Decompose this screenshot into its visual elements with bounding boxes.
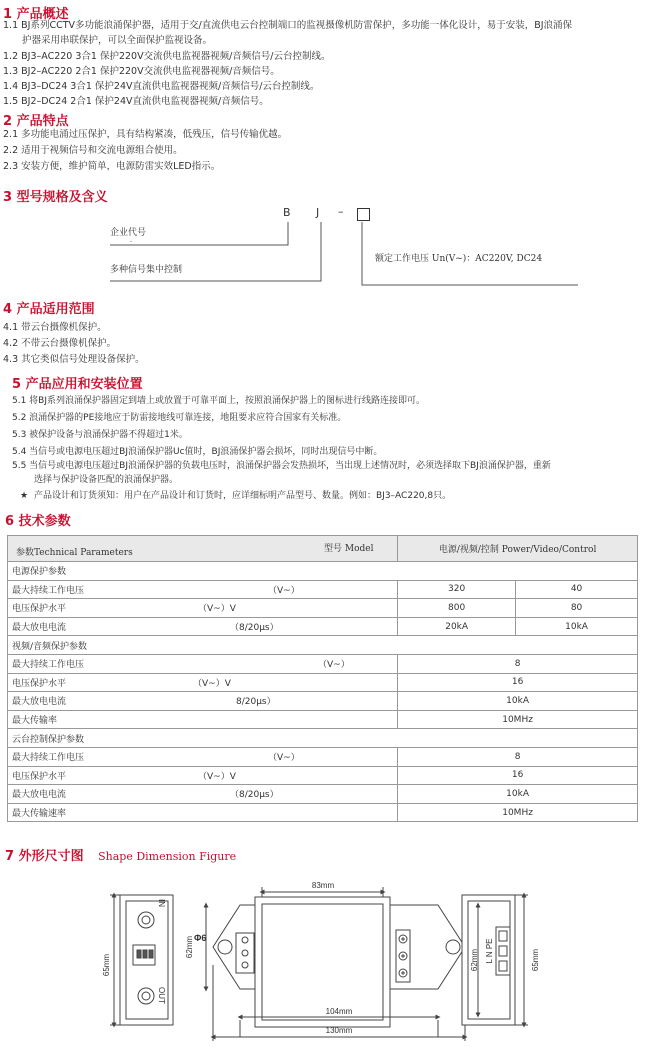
s5-line-2: 5.2 浪涌保护器的PE接地应于防雷接地线可靠连接，地阻要求应符合国家有关标准。	[12, 413, 347, 423]
s1-line-2: 护器采用串联保护，可以全面保护监视设备。	[22, 35, 213, 46]
table-group-row	[8, 562, 638, 581]
section-3-title: 3 型号规格及含义	[3, 190, 108, 205]
port-in-label: IN	[157, 899, 166, 907]
s1-line-5: 1.4 BJ3–DC24 3合1 保护24V直流供电监视器视频/音频信号/云台控制线。	[3, 81, 320, 92]
code-label-company: 企业代号	[110, 228, 147, 238]
table-row	[8, 766, 638, 785]
row-value: 16	[398, 766, 638, 785]
row-value: 10kA	[398, 692, 638, 711]
s2-line-2: 2.2 适用于视频信号和交流电源组合使用。	[3, 145, 183, 156]
dim-phi6: Φ6	[194, 933, 207, 943]
s5-line-3: 5.3 被保护设备与浪涌保护器不得超过1米。	[12, 430, 188, 440]
row-value: 10MHz	[398, 710, 638, 729]
section-4-title: 4 产品适用范围	[3, 302, 95, 317]
table-row	[8, 785, 638, 804]
side-view-left-body	[120, 895, 173, 1025]
table-header-left	[8, 536, 398, 562]
code-leader-lines	[0, 0, 650, 300]
row-unit: （8/20μs）	[230, 623, 279, 634]
s5-line-1: 5.1 将BJ系列浪涌保护器固定到墙上或放置于可靠平面上，按照浪涌保护器上的图标进行线路连接即可。	[12, 396, 426, 406]
row-value: 8	[398, 654, 638, 673]
port-out-label: OUT	[157, 987, 166, 1004]
dim-104mm: 104mm	[325, 1007, 353, 1016]
mount-hole-left	[218, 940, 232, 954]
section-7-title	[5, 845, 236, 864]
table-row	[8, 599, 638, 618]
row-label: 电压保护水平	[12, 771, 67, 782]
row-unit: （V~）	[318, 660, 350, 671]
svg-text:-: -	[130, 239, 132, 245]
row-unit: 8/20μs）	[236, 697, 276, 708]
section-5-title: 5 产品应用和安装位置	[12, 377, 143, 392]
row-value-1: 320	[398, 580, 516, 599]
header-model: 型号 Model	[324, 544, 374, 554]
row-value: 10kA	[398, 785, 638, 804]
row-label: 电压保护水平	[12, 678, 67, 689]
s1-line-3: 1.2 BJ3–AC220 3合1 保护220V交流供电监视器视频/音频信号/云台控制线。	[3, 51, 331, 62]
table-group-row	[8, 729, 638, 748]
table-row	[8, 803, 638, 822]
center-connector	[236, 933, 254, 973]
row-label: 最大持续工作电压	[12, 753, 85, 764]
dim-65mm-left: 65mm	[102, 953, 111, 977]
s2-line-1: 2.1 多功能电涌过压保护，具有结构紧凑，低残压，信号传输优越。	[3, 129, 288, 140]
row-value-1: 800	[398, 599, 516, 618]
table-row	[8, 710, 638, 729]
s2-line-3: 2.3 安装方便，维护简单，电源防雷实效LED指示。	[3, 161, 221, 172]
section-1-title: 1 产品概述	[3, 7, 69, 22]
row-value-2: 80	[516, 599, 638, 618]
dim-83mm: 83mm	[311, 881, 335, 890]
row-label: 最大持续工作电压	[12, 585, 85, 596]
row-unit: （V~）V	[193, 678, 231, 689]
section-2-title: 2 产品特点	[3, 114, 69, 129]
row-label: 最大持续工作电压	[12, 660, 85, 671]
table-row	[8, 617, 638, 636]
shape-dimension-figure	[0, 865, 650, 1047]
row-label: 最大放电电流	[12, 697, 67, 708]
row-unit: （V~）V	[198, 771, 236, 782]
code-b: B	[283, 206, 291, 219]
row-label: 最大传输速率	[12, 809, 67, 820]
dim-65mm-right: 65mm	[531, 948, 540, 972]
group-name: 云台控制保护参数	[8, 729, 638, 748]
table-header-row	[8, 536, 638, 562]
s5-line-6: 选择与保护设备匹配的浪涌保护器。	[34, 475, 179, 485]
table-group-row	[8, 636, 638, 655]
group-name: 视频/音频保护参数	[8, 636, 638, 655]
row-unit: （V~）	[268, 585, 300, 596]
code-dash: –	[338, 205, 344, 218]
table-row	[8, 747, 638, 766]
dim-62mm-right: 62mm	[470, 948, 479, 972]
row-value-2: 10kA	[516, 617, 638, 636]
row-value: 16	[398, 673, 638, 692]
row-value-1: 20kA	[398, 617, 516, 636]
dim-62mm-left: 62mm	[185, 935, 194, 959]
section-7-title-cn: 7 外形尺寸图	[5, 849, 84, 864]
section-6-title: 6 技术参数	[5, 514, 71, 529]
row-unit: （8/20μs）	[230, 790, 279, 801]
tech-params-table	[7, 535, 638, 822]
code-j: J	[316, 206, 320, 219]
group-name: 电源保护参数	[8, 562, 638, 581]
row-value: 8	[398, 747, 638, 766]
table-row	[8, 654, 638, 673]
s1-line-1: 1.1 BJ系列CCTV多功能浪涌保护器，适用于交/直流供电云台控制端口的监视摄像机防雷保护，多功能一体化设计，易于安装，BJ浪涌保	[3, 20, 573, 31]
s1-line-4: 1.3 BJ2–AC220 2合1 保护220V交流供电监视器视频/音频信号。	[3, 66, 280, 77]
table-row	[8, 673, 638, 692]
s5-note-star: ★	[20, 491, 29, 501]
leader-line-voltage	[362, 222, 578, 285]
row-unit: （V~）	[268, 753, 300, 764]
section-7-title-en: Shape Dimension Figure	[98, 850, 237, 863]
row-value-2: 40	[516, 580, 638, 599]
table-row	[8, 692, 638, 711]
row-unit: （V~）V	[198, 604, 236, 615]
header-params: 参数Technical Parameters	[16, 548, 133, 558]
header-power-video-control: 电源/视频/控制 Power/Video/Control	[398, 536, 638, 562]
leader-line-multi-signal	[110, 222, 321, 281]
s5-line-5: 5.5 当信号或电源电压超过BJ浪涌保护器的负载电压时，浪涌保护器会发热损坏，当出现上述情况时，必须选择取下BJ浪涌保护器，重新	[12, 461, 551, 471]
dim-130mm: 130mm	[325, 1026, 353, 1035]
row-value: 10MHz	[398, 803, 638, 822]
s4-line-1: 4.1 带云台摄像机保护。	[3, 322, 107, 333]
row-label: 电压保护水平	[12, 604, 67, 615]
row-label: 最大传输率	[12, 716, 58, 727]
code-label-multi-signal: 多种信号集中控制	[110, 265, 183, 275]
table-row	[8, 580, 638, 599]
row-label: 最大放电电流	[12, 623, 67, 634]
top-view-body	[255, 897, 390, 1027]
s1-line-6: 1.5 BJ2–DC24 2合1 保护24V直流供电监视器视频/音频信号。	[3, 96, 269, 107]
code-label-voltage: 额定工作电压 Un(V~)：AC220V, DC24	[375, 254, 543, 264]
terminal-labels: L N PE	[485, 938, 494, 964]
mount-hole-right	[446, 940, 460, 954]
s4-line-3: 4.3 其它类似信号处理设备保护。	[3, 354, 145, 365]
leader-line-company	[110, 222, 288, 245]
row-label: 最大放电电流	[12, 790, 67, 801]
s5-note: 产品设计和订货须知：用户在产品设计和订货时，应详细标明产品型号、数量。例如：BJ3–AC220,8只。	[34, 491, 452, 501]
s4-line-2: 4.2 不带云台摄像机保护。	[3, 338, 117, 349]
s5-line-4: 5.4 当信号或电源电压超过BJ浪涌保护器Uc值时，BJ浪涌保护器会损坏，同时出现信号中断。	[12, 447, 383, 457]
